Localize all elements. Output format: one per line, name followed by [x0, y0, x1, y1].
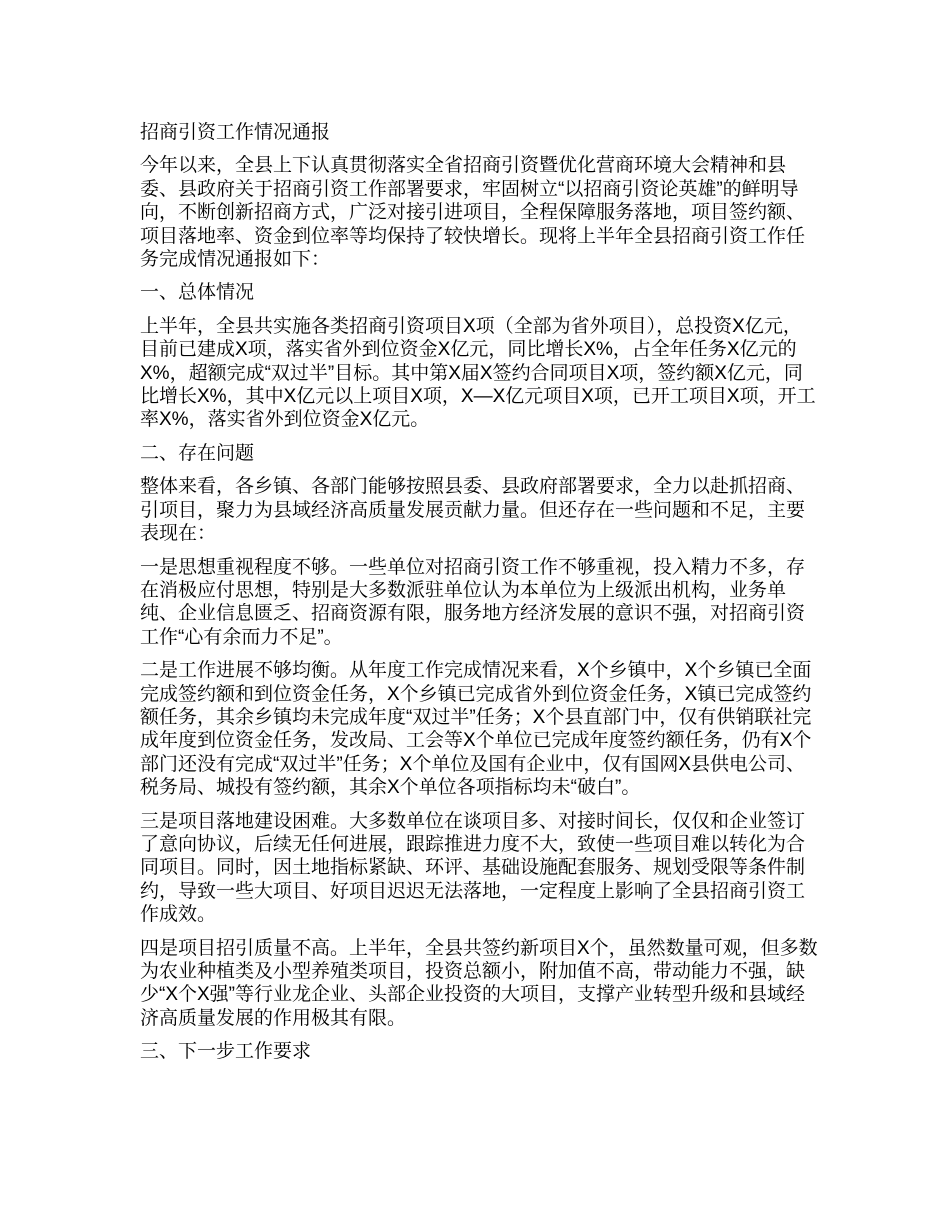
issue-2-paragraph: 二是工作进展不够均衡。从年度工作完成情况来看，X个乡镇中，X个乡镇已全面完成签约额和到位资金任务，X个乡镇已完成省外到位资金任务，X镇已完成签约额任务，其余乡镇均未完成年度“双过半”任务；X个县直部门中，仅有供销联社完成年度到位资金任务，发改局、工会等X个单位已完成年度签约额任务，仍有X个部门还没有完成“双过半”任务；X个单位及国有企业中，仅有国网X县供电公司、税务局、城投有签约额，其余X个单位各项指标均未“破白”。: [140, 660, 812, 799]
section-3-heading: 三、下一步工作要求: [140, 1041, 312, 1063]
issue-1-paragraph: 一是思想重视程度不够。一些单位对招商引资工作不够重视，投入精力不多，存在消极应付思想，特别是大多数派驻单位认为本单位为上级派出机构，业务单纯、企业信息匮乏、招商资源有限，服务地方经济发展的意识不强，对招商引资工作“心有余而力不足”。: [140, 556, 806, 648]
section-2-overview-paragraph: 整体来看，各乡镇、各部门能够按照县委、县政府部署要求，全力以赴抓招商、引项目，聚力为县域经济高质量发展贡献力量。但还存在一些问题和不足，主要表现在：: [140, 476, 806, 545]
document-body: [140, 121, 818, 1064]
document-title: 招商引资工作情况通报: [140, 122, 331, 143]
issue-3-paragraph: 三是项目落地建设困难。大多数单位在谈项目多、对接时间长，仅仅和企业签订了意向协议，后续无任何进展，跟踪推进力度不大，致使一些项目难以转化为合同项目。同时，因土地指标紧缺、环评、基础设施配套服务、规划受限等条件制约，导致一些大项目、好项目迟迟无法落地，一定程度上影响了全县招商引资工作成效。: [140, 810, 806, 926]
section-1-overview-paragraph: 上半年，全县共实施各类招商引资项目X项（全部为省外项目），总投资X亿元，目前已建成X项，落实省外到位资金X亿元，同比增长X%，占全年任务X亿元的X%，超额完成“双过半”目标。其中第X届X签约合同项目X项，签约额X亿元，同比增长X%，其中X亿元以上项目X项，X—X亿元项目X项，已开工项目X项，开工率X%，落实省外到位资金X亿元。: [140, 315, 816, 431]
intro-paragraph: 今年以来，全县上下认真贯彻落实全省招商引资暨优化营商环境大会精神和县委、县政府关于招商引资工作部署要求，牢固树立“以招商引资论英雄”的鲜明导向，不断创新招商方式，广泛对接引进项目，全程保障服务落地，项目签约额、项目落地率、资金到位率等均保持了较快增长。现将上半年全县招商引资工作任务完成情况通报如下：: [140, 155, 806, 271]
section-1-heading: 一、总体情况: [140, 282, 255, 304]
section-2-heading: 二、存在问题: [140, 442, 255, 464]
issue-4-paragraph: 四是项目招引质量不高。上半年，全县共签约新项目X个，虽然数量可观，但多数为农业种植类及小型养殖类项目，投资总额小，附加值不高，带动能力不强，缺少“X个X强”等行业龙企业、头部企业投资的大项目，支撑产业转型升级和县域经济高质量发展的作用极其有限。: [140, 937, 818, 1029]
